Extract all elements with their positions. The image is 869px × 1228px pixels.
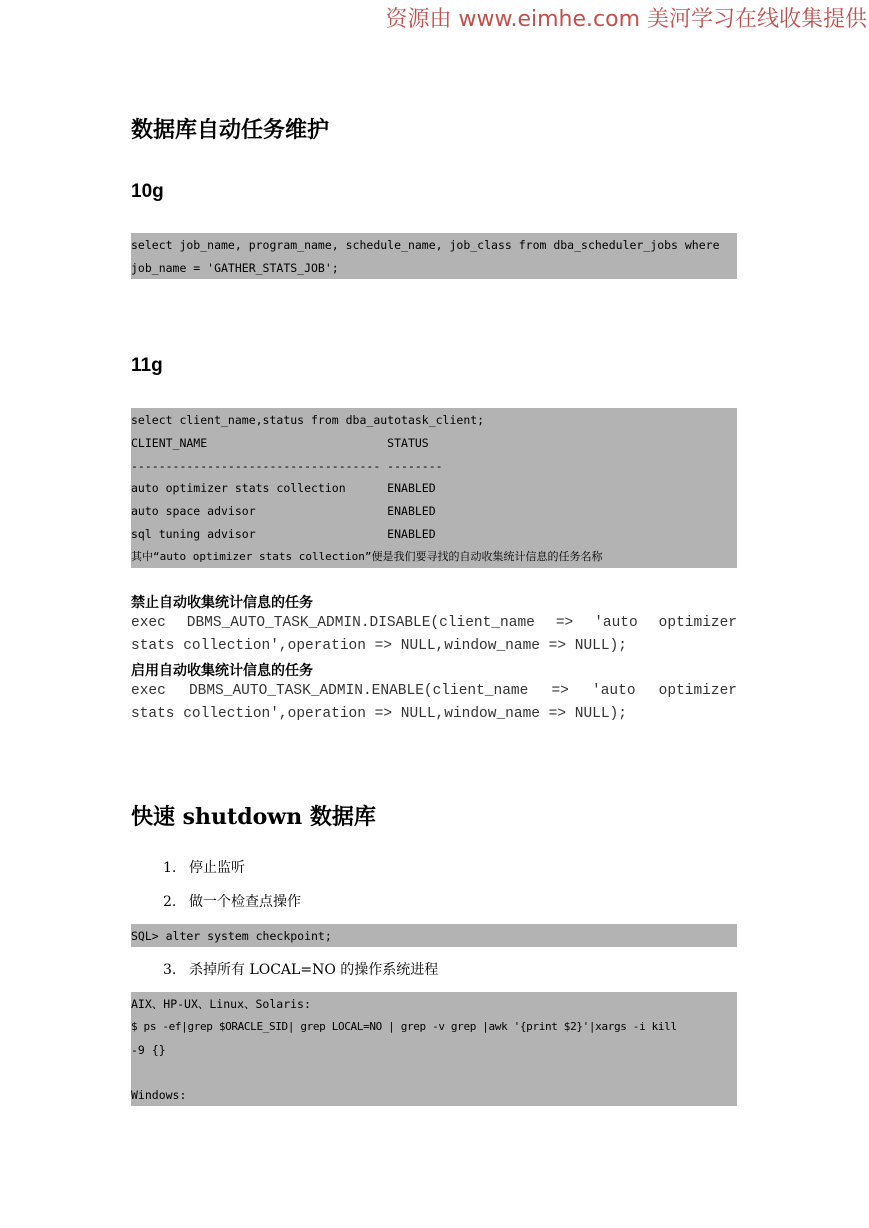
command-line: stats collection',operation => NULL,window_name => NULL); <box>131 705 627 722</box>
code-line: CLIENT_NAME STATUS <box>131 435 429 450</box>
code-line: $ ps -ef|grep $ORACLE_SID| grep LOCAL=NO | grep -v grep |awk '{print $2}'|xargs -i kill <box>131 1019 677 1033</box>
step-item <box>163 959 438 979</box>
code-line: SQL> alter system checkpoint; <box>131 929 332 943</box>
section-title-autotask: 数据库自动任务维护 <box>131 118 330 143</box>
code-line: select job_name, program_name, schedule_name, job_class from dba_scheduler_jobs where <box>131 238 720 252</box>
step-text: 停止监听 <box>189 860 245 876</box>
code-line: auto space advisor ENABLED <box>131 504 436 519</box>
command-line: stats collection',operation => NULL,window_name => NULL); <box>131 637 627 654</box>
step-item <box>163 857 245 877</box>
code-line <box>131 1061 737 1084</box>
step-number: 3. <box>163 962 177 978</box>
enable-command <box>131 680 737 725</box>
heading-10g: 10g <box>131 181 164 202</box>
code-line: AIX、HP-UX、Linux、Solaris: <box>131 997 311 1011</box>
code-line: -9 {} <box>131 1042 166 1057</box>
step-text: 做一个检查点操作 <box>189 894 301 910</box>
code-line: ------------------------------------ -------- <box>131 458 443 473</box>
step-item <box>163 891 301 911</box>
step-number: 2. <box>163 894 177 910</box>
code-block-checkpoint <box>131 924 737 947</box>
code-line: select client_name,status from dba_autotask_client; <box>131 413 485 427</box>
code-line: Windows: <box>131 1088 187 1103</box>
code-block-11g <box>131 408 737 568</box>
step-number: 1. <box>163 860 177 876</box>
disable-label: 禁止自动收集统计信息的任务 <box>131 595 313 611</box>
disable-command <box>131 612 737 657</box>
command-line: exec DBMS_AUTO_TASK_ADMIN.DISABLE(client_name => 'auto optimizer <box>131 615 737 631</box>
watermark: 资源由 www.eimhe.com 美河学习在线收集提供 <box>385 7 867 32</box>
code-line: job_name = 'GATHER_STATS_JOB'; <box>131 260 339 275</box>
code-line: auto optimizer stats collection ENABLED <box>131 481 436 496</box>
section-title-shutdown: 快速 shutdown 数据库 <box>131 804 376 830</box>
heading-11g: 11g <box>131 355 163 376</box>
code-block-10g <box>131 233 737 279</box>
code-block-kill-processes <box>131 992 737 1106</box>
code-line: sql tuning advisor ENABLED <box>131 526 436 541</box>
code-note: 其中“auto optimizer stats collection”便是我们要寻找的自动收集统计信息的任务名称 <box>131 549 603 563</box>
step-text: 杀掉所有 LOCAL=NO 的操作系统进程 <box>189 962 439 978</box>
enable-label: 启用自动收集统计信息的任务 <box>131 663 313 679</box>
command-line: exec DBMS_AUTO_TASK_ADMIN.ENABLE(client_name => 'auto optimizer <box>131 683 737 699</box>
